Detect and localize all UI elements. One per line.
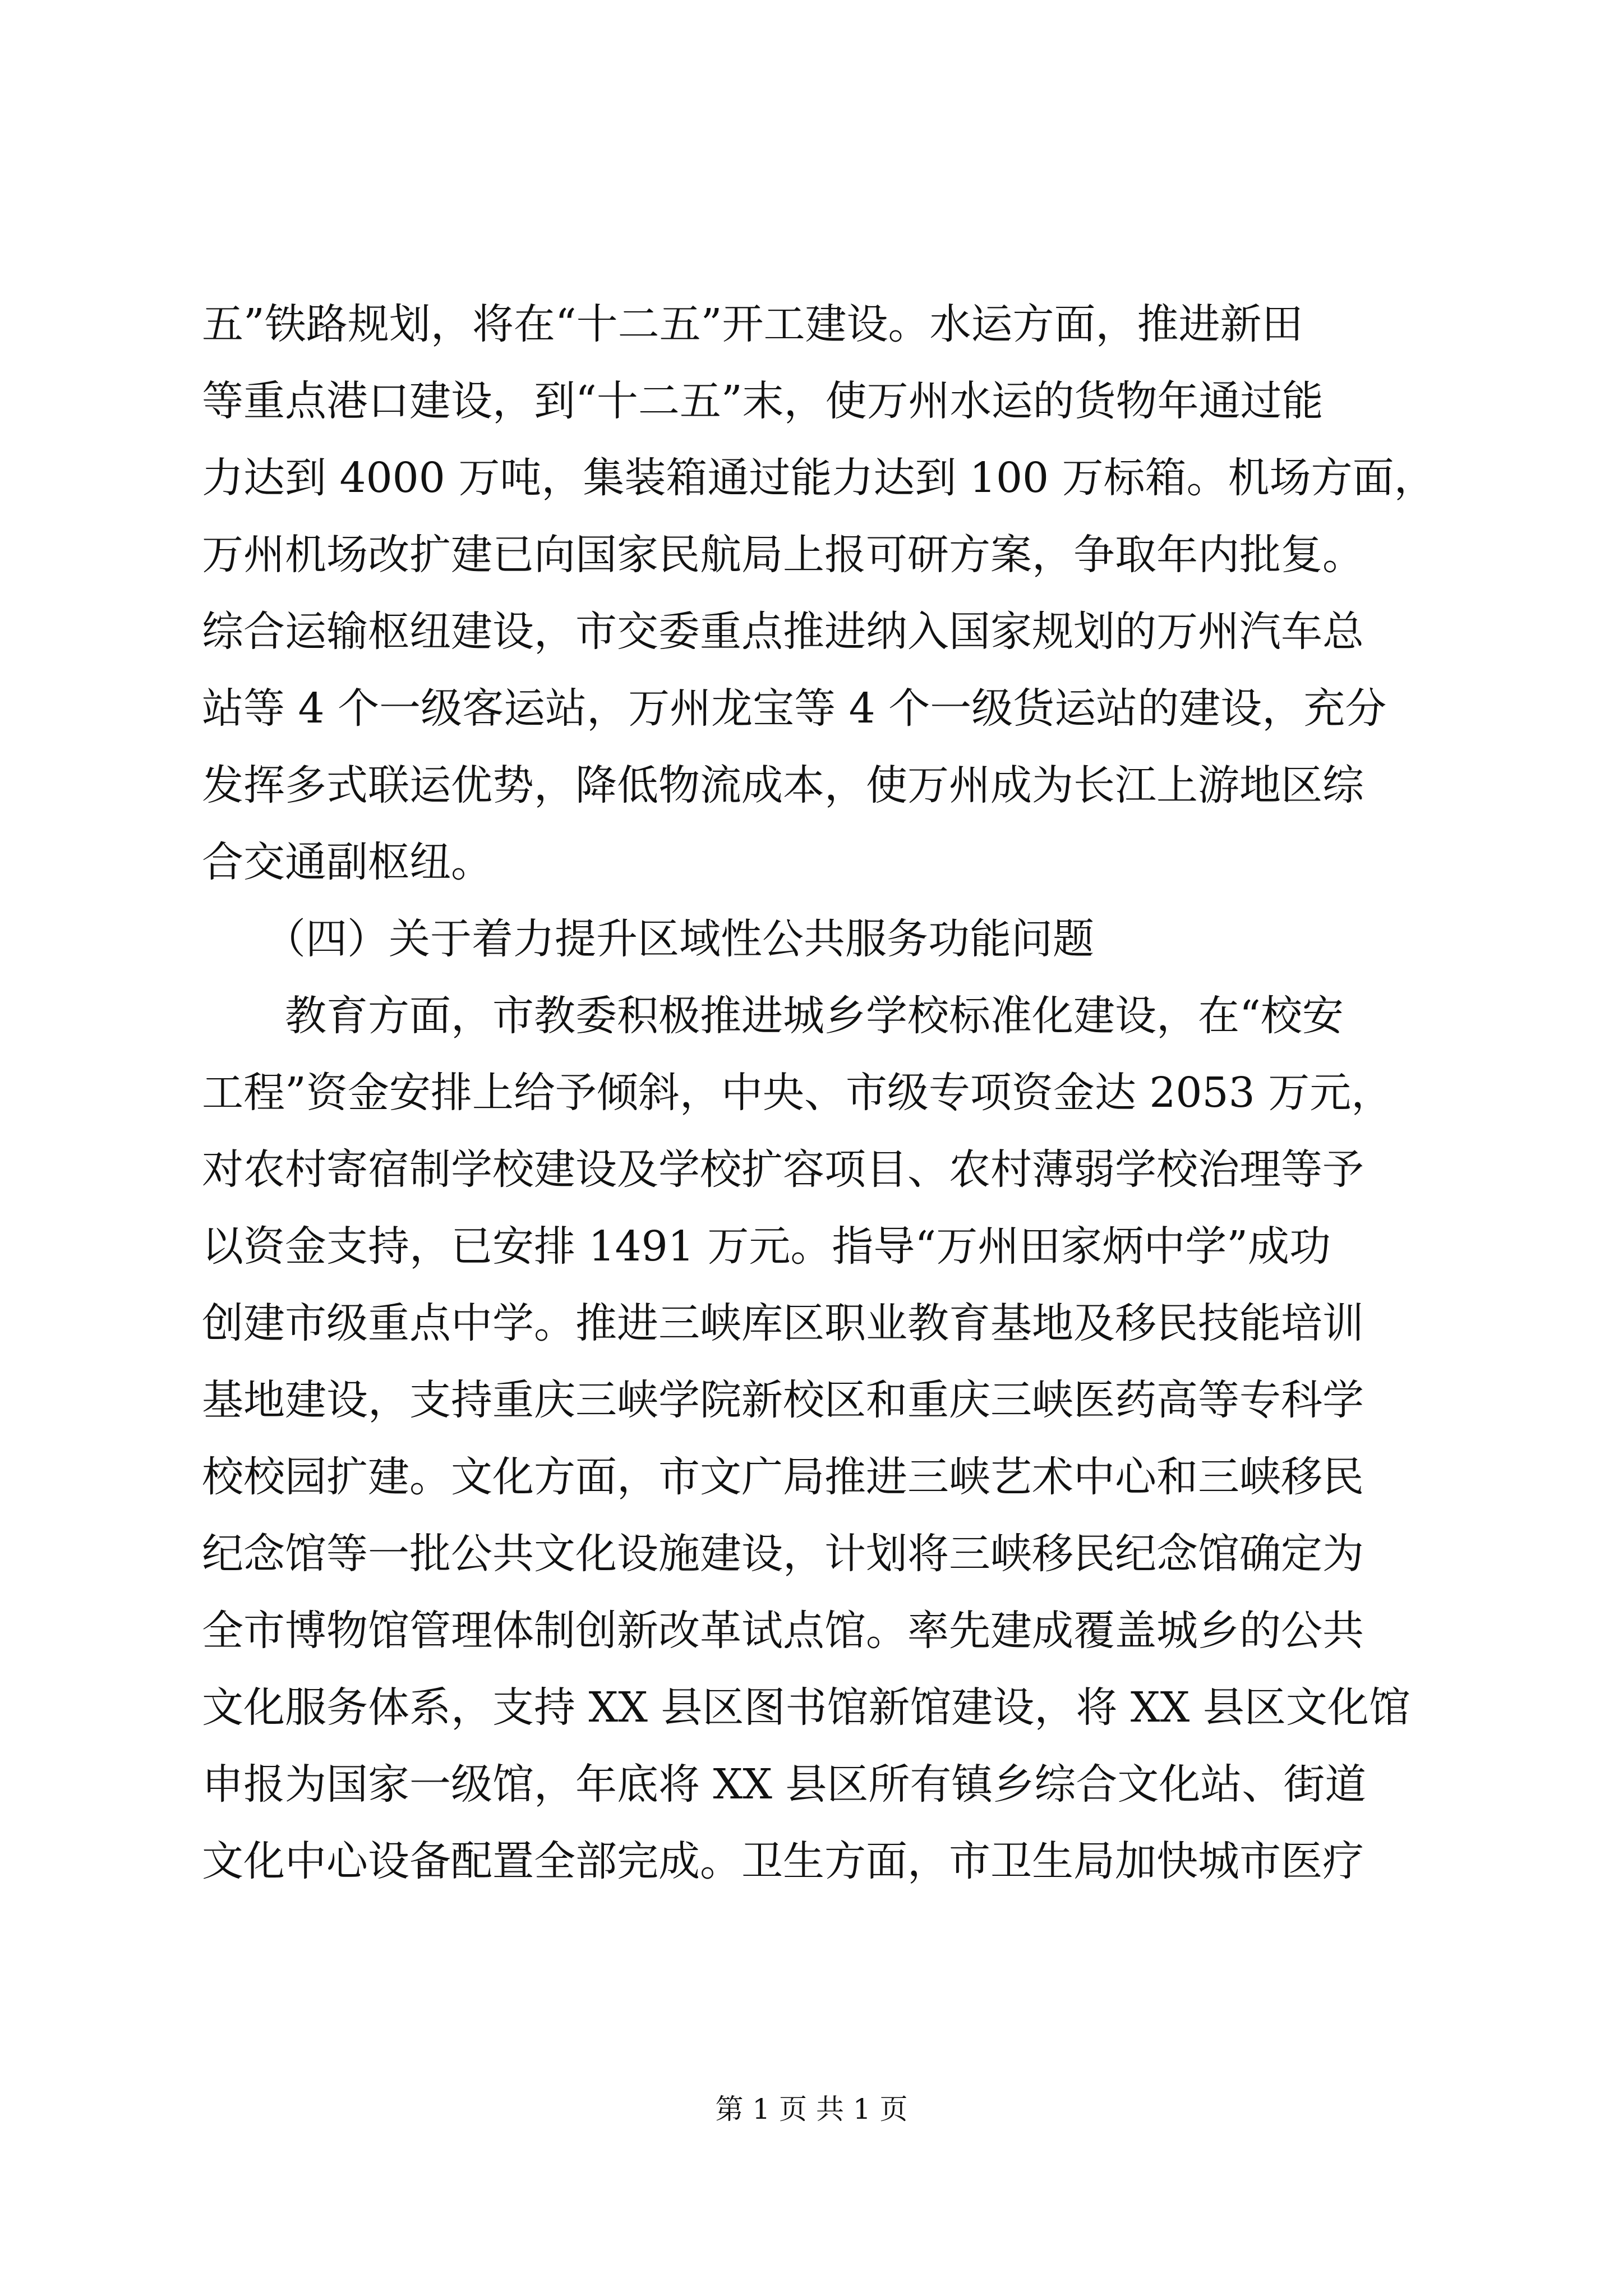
text-line: 纪念馆等一批公共文化设施建设，计划将三峡移民纪念馆确定为 — [202, 1530, 1364, 1578]
text-line: 以资金支持，已安排 1491 万元。指导“万州田家炳中学”成功 — [202, 1222, 1331, 1271]
text-line: 发挥多式联运优势，降低物流成本，使万州成为长江上游地区综 — [202, 761, 1364, 809]
text-line: 对农村寄宿制学校建设及学校扩容项目、农村薄弱学校治理等予 — [202, 1145, 1364, 1194]
section-heading: （四）关于着力提升区域性公共服务功能问题 — [202, 915, 1094, 963]
text-line: 综合运输枢纽建设，市交委重点推进纳入国家规划的万州汽车总 — [202, 608, 1364, 656]
text-line: 基地建设，支持重庆三峡学院新校区和重庆三峡医药高等专科学 — [202, 1376, 1364, 1424]
text-line: 五”铁路规划，将在“十二五”开工建设。水运方面，推进新田 — [202, 300, 1303, 348]
text-line: 文化服务体系，支持 XX 县区图书馆新馆建设，将 XX 县区文化馆 — [202, 1683, 1410, 1732]
text-line: 校校园扩建。文化方面，市文广局推进三峡艺术中心和三峡移民 — [202, 1453, 1364, 1501]
text-line: 力达到 4000 万吨，集装箱通过能力达到 100 万标箱。机场方面， — [202, 454, 1436, 502]
text-line: 等重点港口建设，到“十二五”末，使万州水运的货物年通过能 — [202, 377, 1324, 425]
page-number-footer: 第 1 页 共 1 页 — [715, 2093, 908, 2125]
text-line: 站等 4 个一级客运站，万州龙宝等 4 个一级货运站的建设，充分 — [202, 684, 1387, 733]
text-line: 创建市级重点中学。推进三峡库区职业教育基地及移民技能培训 — [202, 1299, 1364, 1347]
body-text — [202, 286, 1436, 1900]
text-line: 全市博物馆管理体制创新改革试点馆。率先建成覆盖城乡的公共 — [202, 1607, 1364, 1655]
text-line: 工程”资金安排上给予倾斜，中央、市级专项资金达 2053 万元， — [202, 1069, 1393, 1117]
text-line: 万州机场改扩建已向国家民航局上报可研方案，争取年内批复。 — [202, 531, 1364, 579]
text-line: 教育方面，市教委积极推进城乡学校标准化建设，在“校安 — [202, 992, 1344, 1040]
text-line: 文化中心设备配置全部完成。卫生方面，市卫生局加快城市医疗 — [202, 1837, 1364, 1885]
text-line: 申报为国家一级馆，年底将 XX 县区所有镇乡综合文化站、街道 — [202, 1760, 1367, 1809]
text-line: 合交通副枢纽。 — [202, 838, 492, 886]
